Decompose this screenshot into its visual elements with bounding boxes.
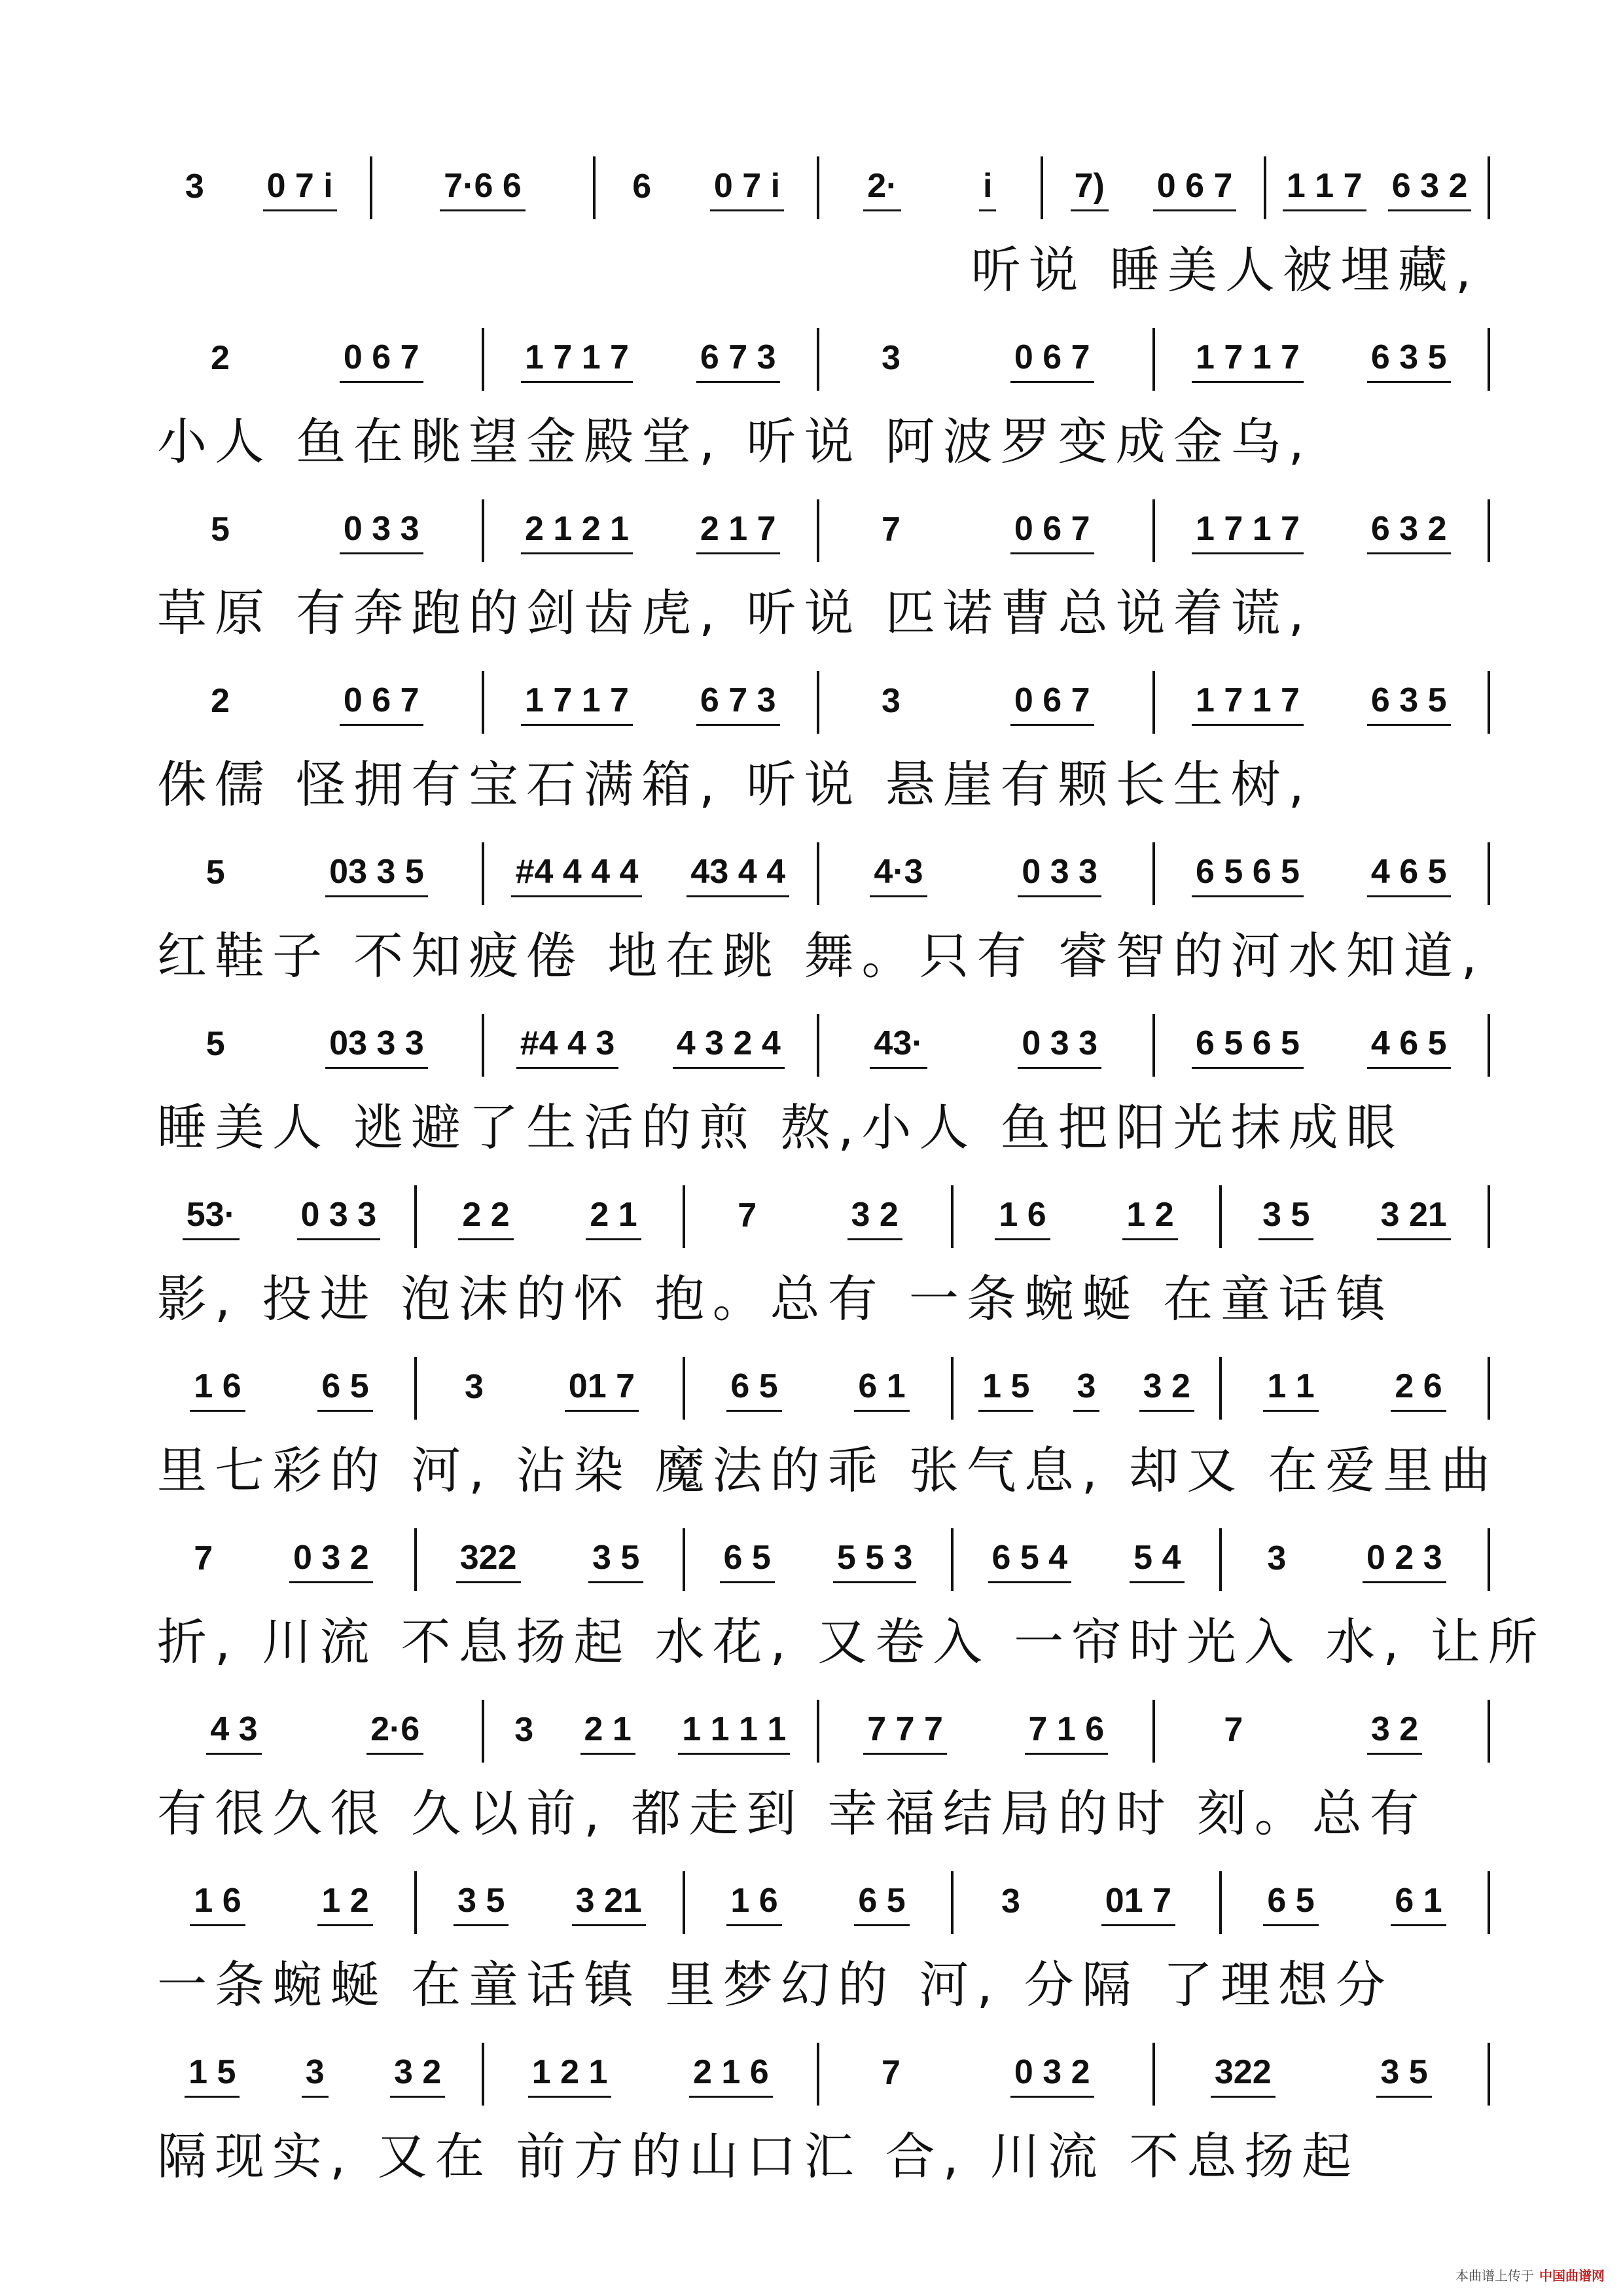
note-group: 322 xyxy=(1211,2055,1275,2098)
measure xyxy=(1160,840,1483,912)
note-group: 6 5 6 5 xyxy=(1192,1026,1304,1069)
note-group: 0 3 3 xyxy=(340,512,423,554)
note-group: 2 1 xyxy=(586,1198,641,1240)
note-group: 03 3 3 xyxy=(325,1026,428,1069)
measure xyxy=(690,1526,946,1598)
bar-line xyxy=(1488,1528,1490,1591)
note-group: 4 6 5 xyxy=(1367,855,1451,897)
note-group: 4 3 2 4 xyxy=(673,1026,785,1069)
bar-line xyxy=(817,1700,819,1763)
lyric-line: 小人 鱼在眺望金殿堂, 听说 阿波罗变成金乌, xyxy=(157,412,1312,471)
note-group: 5 xyxy=(210,511,230,548)
note-group: 3 xyxy=(185,168,204,206)
lyric-line: 听说 睡美人被埋藏, xyxy=(971,241,1479,299)
measure xyxy=(422,1526,677,1598)
bar-line xyxy=(414,1871,417,1934)
note-group: 2 6 xyxy=(1391,1369,1446,1412)
measure xyxy=(154,1526,409,1598)
measure xyxy=(490,668,812,740)
bar-line xyxy=(1152,1700,1155,1763)
measure xyxy=(490,1011,812,1083)
note-group: 3 5 xyxy=(588,1541,643,1583)
bar-line xyxy=(482,2043,484,2106)
bar-line xyxy=(1488,842,1490,905)
bar-line xyxy=(1488,671,1490,734)
notation-line xyxy=(147,840,1489,912)
note-group: 43· xyxy=(870,1026,927,1069)
bar-line xyxy=(1488,1185,1490,1248)
note-group: 2 xyxy=(210,682,230,720)
note-group: 6 1 xyxy=(1391,1884,1446,1926)
note-group: 1 7 1 7 xyxy=(521,683,633,726)
measure xyxy=(490,840,812,912)
note-group: 43 4 4 xyxy=(687,855,789,897)
bar-line xyxy=(1264,156,1266,219)
bar-line xyxy=(1219,1528,1222,1591)
note-group: 1 2 xyxy=(1122,1198,1177,1240)
note-group: 1 7 1 7 xyxy=(1192,683,1304,726)
score-system xyxy=(0,1354,1623,1524)
note-group: 5 xyxy=(205,853,225,891)
note-group: #4 4 4 4 xyxy=(511,855,642,897)
measure xyxy=(1160,2040,1483,2112)
measure xyxy=(690,1869,946,1941)
note-group: 1 6 xyxy=(726,1884,781,1926)
measure xyxy=(490,1697,812,1769)
bar-line xyxy=(1488,1700,1490,1763)
note-group: 3 2 xyxy=(1367,1712,1422,1755)
bar-line xyxy=(817,1014,819,1077)
measure xyxy=(1227,1526,1482,1598)
bar-line xyxy=(951,1528,954,1591)
note-group: 3 xyxy=(514,1711,534,1749)
note-group: 2 1 7 xyxy=(696,512,780,554)
note-group: 53· xyxy=(183,1198,240,1240)
note-group: 1 1 xyxy=(1263,1369,1318,1412)
measure xyxy=(422,1869,677,1941)
note-group: 6 7 3 xyxy=(696,683,780,726)
bar-line xyxy=(817,2043,819,2106)
bar-line xyxy=(683,1528,685,1591)
note-group: 7 xyxy=(1224,1711,1243,1749)
note-group: 0 6 7 xyxy=(1153,169,1237,211)
bar-line xyxy=(1152,1014,1155,1077)
measure xyxy=(1227,1869,1482,1941)
measure xyxy=(154,668,476,740)
bar-line xyxy=(683,1871,685,1934)
note-group: 3 21 xyxy=(572,1884,646,1926)
note-group: 5 5 3 xyxy=(833,1541,917,1583)
note-group: 4·3 xyxy=(870,855,927,897)
note-group: 03 3 5 xyxy=(325,855,428,897)
measure xyxy=(825,1697,1147,1769)
lyric-line: 影, 投进 泡沫的怀 抱。总有 一条蜿蜒 在童话镇 xyxy=(157,1270,1393,1328)
measure xyxy=(1160,325,1483,397)
note-group: 7 1 6 xyxy=(1025,1712,1109,1755)
bar-line xyxy=(1488,1871,1490,1934)
note-group: 0 3 2 xyxy=(1010,2055,1094,2098)
notation-line xyxy=(147,1183,1489,1255)
measure xyxy=(690,1183,946,1255)
note-group: 0 3 3 xyxy=(1018,1026,1101,1069)
notation-line xyxy=(147,325,1489,397)
note-group: 0 3 2 xyxy=(289,1541,373,1583)
bar-line xyxy=(1219,1185,1222,1248)
note-group: 2 1 6 xyxy=(689,2055,773,2098)
note-group: 0 2 3 xyxy=(1363,1541,1446,1583)
measure xyxy=(601,154,812,226)
note-group: 1 7 1 7 xyxy=(1192,340,1304,383)
bar-line xyxy=(1152,328,1155,391)
measure xyxy=(154,1011,476,1083)
score-system xyxy=(0,1869,1623,2039)
note-group: 6 5 xyxy=(854,1884,909,1926)
note-group: 6 3 5 xyxy=(1367,340,1451,383)
bar-line xyxy=(1488,156,1490,219)
note-group: 1 7 1 7 xyxy=(521,340,633,383)
note-group: 3 xyxy=(302,2055,329,2098)
note-group: 3 xyxy=(881,682,901,720)
note-group: 3 21 xyxy=(1377,1198,1451,1240)
note-group: 7 xyxy=(881,511,901,548)
bar-line xyxy=(817,671,819,734)
note-group: 7 xyxy=(881,2054,901,2092)
note-group: 4 3 xyxy=(206,1712,261,1755)
measure xyxy=(825,668,1147,740)
bar-line xyxy=(951,1357,954,1420)
measure xyxy=(1227,1354,1482,1426)
lyric-line: 草原 有奔跑的剑齿虎, 听说 匹诺曹总说着谎, xyxy=(157,584,1312,642)
note-group: 4 6 5 xyxy=(1367,1026,1451,1069)
note-group: 3 5 xyxy=(1376,2055,1431,2098)
note-group: 2·6 xyxy=(366,1712,423,1755)
note-group: 3 xyxy=(1001,1882,1020,1920)
note-group: 2 2 xyxy=(458,1198,513,1240)
measure xyxy=(490,2040,812,2112)
note-group: 0 3 3 xyxy=(1018,855,1101,897)
bar-line xyxy=(414,1185,417,1248)
note-group: 3 2 xyxy=(847,1198,902,1240)
note-group: 5 xyxy=(205,1025,225,1063)
score-system xyxy=(0,1011,1623,1181)
note-group: 7 7 7 xyxy=(863,1712,947,1755)
notation-line xyxy=(147,1526,1489,1598)
score-system xyxy=(0,497,1623,667)
measure xyxy=(154,497,476,569)
lyric-line: 红鞋子 不知疲倦 地在跳 舞。只有 睿智的河水知道, xyxy=(157,927,1485,985)
note-group: 7 xyxy=(194,1539,213,1577)
bar-line xyxy=(1488,2043,1490,2106)
note-group: 1 6 xyxy=(190,1884,245,1926)
note-group: 2 1 xyxy=(580,1712,635,1755)
bar-line xyxy=(482,842,484,905)
notation-line xyxy=(147,668,1489,740)
bar-line xyxy=(482,499,484,562)
note-group: 5 4 xyxy=(1130,1541,1185,1583)
notation-line xyxy=(147,1869,1489,1941)
note-group: 3 5 xyxy=(1258,1198,1313,1240)
bar-line xyxy=(817,328,819,391)
note-group: 3 xyxy=(881,339,901,377)
measure xyxy=(1160,1697,1483,1769)
note-group: 0 7 i xyxy=(710,169,784,211)
measure xyxy=(1160,1011,1483,1083)
lyric-line: 一条蜿蜒 在童话镇 里梦幻的 河, 分隔 了理想分 xyxy=(157,1956,1393,2014)
note-group: 0 7 i xyxy=(263,169,337,211)
measure xyxy=(154,1354,409,1426)
lyric-line: 侏儒 怪拥有宝石满箱, 听说 悬崖有颗长生树, xyxy=(157,755,1312,814)
bar-line xyxy=(683,1185,685,1248)
note-group: 3 xyxy=(1267,1539,1287,1577)
bar-line xyxy=(1152,671,1155,734)
note-group: 322 xyxy=(456,1541,521,1583)
measure xyxy=(490,497,812,569)
note-group: 7 xyxy=(738,1196,757,1234)
note-group: 3 xyxy=(464,1368,484,1406)
score-system xyxy=(0,1526,1623,1696)
measure xyxy=(690,1354,946,1426)
measure xyxy=(154,325,476,397)
bar-line xyxy=(1152,2043,1155,2106)
bar-line xyxy=(414,1357,417,1420)
note-group: 0 6 7 xyxy=(1010,683,1094,726)
score-system xyxy=(0,1183,1623,1353)
bar-line xyxy=(1152,842,1155,905)
measure xyxy=(825,497,1147,569)
note-group: 6 xyxy=(632,168,652,206)
score-system xyxy=(0,2040,1623,2210)
note-group: 2· xyxy=(863,169,901,211)
bar-line xyxy=(951,1185,954,1248)
score-system xyxy=(0,840,1623,1010)
note-group: 1 6 xyxy=(995,1198,1050,1240)
note-group: 6 3 2 xyxy=(1388,169,1472,211)
measure xyxy=(959,1354,1214,1426)
note-group: 1 5 xyxy=(185,2055,240,2098)
measure xyxy=(422,1183,677,1255)
note-group: 6 7 3 xyxy=(696,340,780,383)
note-group: 6 3 2 xyxy=(1367,512,1451,554)
notation-line xyxy=(147,2040,1489,2112)
bar-line xyxy=(1041,156,1043,219)
note-group: 6 5 xyxy=(720,1541,775,1583)
note-group: 6 5 xyxy=(317,1369,372,1412)
note-group: 2 1 2 1 xyxy=(521,512,633,554)
score-system xyxy=(0,154,1623,324)
bar-line xyxy=(370,156,372,219)
bar-line xyxy=(817,499,819,562)
measure xyxy=(422,1354,677,1426)
footer-credit xyxy=(1455,2265,1605,2284)
note-group: #4 4 3 xyxy=(516,1026,619,1069)
measure xyxy=(1227,1183,1482,1255)
bar-line xyxy=(1488,499,1490,562)
bar-line xyxy=(1488,1014,1490,1077)
lyric-line: 睡美人 逃避了生活的煎 熬,小人 鱼把阳光抹成眼 xyxy=(157,1098,1404,1157)
measure xyxy=(154,840,476,912)
note-group: 1 1 1 1 xyxy=(678,1712,790,1755)
bar-line xyxy=(1152,499,1155,562)
note-group: 6 5 xyxy=(726,1369,781,1412)
measure xyxy=(154,1697,476,1769)
measure xyxy=(959,1869,1214,1941)
note-group: 1 5 xyxy=(978,1369,1033,1412)
notation-line xyxy=(147,497,1489,569)
note-group: 7) xyxy=(1071,169,1109,211)
note-group: 01 7 xyxy=(1101,1884,1175,1926)
note-group: i xyxy=(979,169,996,211)
note-group: 3 xyxy=(1073,1369,1100,1412)
lyric-line: 隔现实, 又在 前方的山口汇 合, 川流 不息扬起 xyxy=(157,2127,1360,2185)
note-group: 1 2 xyxy=(317,1884,372,1926)
measure xyxy=(154,2040,476,2112)
bar-line xyxy=(482,328,484,391)
measure xyxy=(154,1869,409,1941)
note-group: 1 1 7 xyxy=(1283,169,1366,211)
note-group: 6 5 xyxy=(1263,1884,1318,1926)
notation-line xyxy=(147,1697,1489,1769)
bar-line xyxy=(482,1014,484,1077)
note-group: 0 6 7 xyxy=(1010,512,1094,554)
notation-line xyxy=(147,1354,1489,1426)
note-group: 3 2 xyxy=(390,2055,445,2098)
note-group: 7·6 6 xyxy=(440,169,526,211)
score-system xyxy=(0,1697,1623,1867)
upload-text: 本曲谱上传于 xyxy=(1455,2268,1534,2284)
measure xyxy=(825,1011,1147,1083)
measure xyxy=(1160,497,1483,569)
measure xyxy=(825,154,1035,226)
measure xyxy=(1160,668,1483,740)
score-system xyxy=(0,668,1623,838)
bar-line xyxy=(482,1700,484,1763)
measure xyxy=(959,1526,1214,1598)
lyric-line: 里七彩的 河, 沾染 魔法的乖 张气息, 却又 在爱里曲 xyxy=(157,1441,1499,1499)
bar-line xyxy=(817,156,819,219)
bar-line xyxy=(593,156,596,219)
notation-line xyxy=(147,154,1489,226)
bar-line xyxy=(1488,328,1490,391)
measure xyxy=(378,154,588,226)
note-group: 1 7 1 7 xyxy=(1192,512,1304,554)
measure xyxy=(490,325,812,397)
note-group: 0 6 7 xyxy=(340,683,423,726)
note-group: 6 5 6 5 xyxy=(1192,855,1304,897)
note-group: 0 6 7 xyxy=(340,340,423,383)
note-group: 6 1 xyxy=(854,1369,909,1412)
site-logo: 中国曲谱网 xyxy=(1539,2268,1605,2284)
note-group: 01 7 xyxy=(565,1369,639,1412)
measure xyxy=(959,1183,1214,1255)
bar-line xyxy=(1219,1871,1222,1934)
measure xyxy=(1048,154,1259,226)
bar-line xyxy=(414,1528,417,1591)
bar-line xyxy=(482,671,484,734)
measure xyxy=(825,840,1147,912)
note-group: 2 xyxy=(210,339,230,377)
lyric-line: 有很久很 久以前, 都走到 幸福结局的时 刻。总有 xyxy=(157,1784,1427,1842)
bar-line xyxy=(817,842,819,905)
measure xyxy=(154,154,365,226)
bar-line xyxy=(1488,1357,1490,1420)
measure xyxy=(1272,154,1482,226)
note-group: 0 3 3 xyxy=(297,1198,381,1240)
lyric-line: 折, 川流 不息扬起 水花, 又卷入 一帘时光入 水, 让所 xyxy=(157,1613,1546,1671)
bar-line xyxy=(951,1871,954,1934)
score-system xyxy=(0,325,1623,495)
note-group: 6 5 4 xyxy=(988,1541,1072,1583)
note-group: 3 2 xyxy=(1139,1369,1194,1412)
measure xyxy=(825,2040,1147,2112)
measure xyxy=(154,1183,409,1255)
bar-line xyxy=(683,1357,685,1420)
note-group: 0 6 7 xyxy=(1010,340,1094,383)
note-group: 6 3 5 xyxy=(1367,683,1451,726)
measure xyxy=(825,325,1147,397)
note-group: 1 2 1 xyxy=(528,2055,612,2098)
note-group: 1 6 xyxy=(190,1369,245,1412)
note-group: 3 5 xyxy=(454,1884,508,1926)
bar-line xyxy=(1219,1357,1222,1420)
notation-line xyxy=(147,1011,1489,1083)
